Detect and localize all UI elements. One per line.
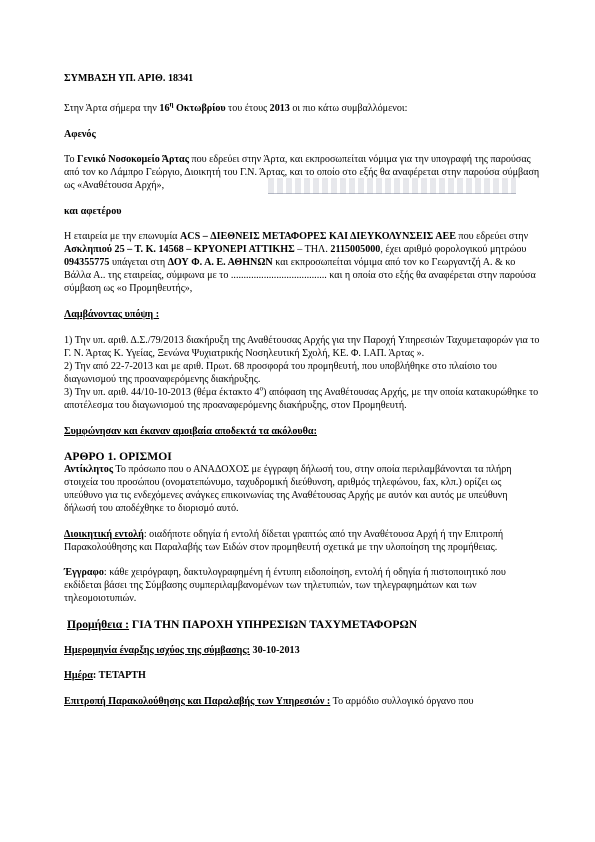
company-address: Ασκληπιού 25 – Τ. Κ. 14568 – ΚΡΥΟΝΕΡΙ ΑΤΤΙΚΗΣ — [64, 244, 295, 256]
hospital-name: Γενικό Νοσοκομείο Άρτας — [77, 154, 189, 166]
article-1-section — [64, 450, 540, 515]
list-item: 1) Την υπ. αριθ. Δ.Σ./79/2013 διακήρυξη της Αναθέτουσας Αρχής για την Παροχή Υπηρεσιών Ταχυμεταφορών για το Γ. Ν. Άρτας Κ. Υγείας, Ξενώνα Ψυχιατρικής Νοσηλευτική Σχολή, ΚΕ. Φ. Ι.ΑΠ. Άρτας ». — [64, 334, 540, 359]
definition-term: Έγγραφο — [64, 567, 104, 579]
contract-title: ΣΥΜΒΑΣΗ ΥΠ. ΑΡΙΘ. 18341 — [64, 73, 194, 84]
definition-contractor: Αντίκλητος Το πρόσωπο που ο ΑΝΑΔΟΧΟΣ με έγγραφη δήλωσή του, στην οποία περιλαμβάνονται τα πλήρη στοιχεία του προσώπου (ονοματεπώνυμο, ταχυδρομική διεύθυνση, αριθμός τηλεφώνου, fax, κλπ.) ορίζει ως υπεύθυνο για τις ενδεχόμενες ανάγκες επικοινωνίας της Αναθέτουσας Αρχής με αυτόν και αυτός με υπεύθυνη δήλωσή του αποδέχθηκε το διορισμό αυτό. — [64, 464, 512, 515]
definition-admin-order: Διοικητική εντολή: οιαδήποτε οδηγία ή εντολή δίδεται γραπτώς από την Αναθέτουσα Αρχή ή την Επιτροπή Παρακολούθησης και Παραλαβής των Ειδών στον προμηθευτή σχετικά με την υλοποίηση της προμήθειας. — [64, 528, 504, 553]
party-a-heading: Αφενός — [64, 128, 96, 140]
article-1-heading: ΑΡΘΡΟ 1. ΟΡΙΣΜΟΙ — [64, 450, 172, 464]
definition-term: Αντίκλητος — [64, 464, 114, 476]
definition-term: Διοικητική εντολή — [64, 528, 144, 540]
supply-line: Προμήθεια : ΓΙΑ ΤΗΝ ΠΑΡΟΧΗ ΥΠΗΡΕΣΙΩΝ ΤΑΧΥΜΕΤΑΦΟΡΩΝ — [67, 617, 418, 631]
committee-line: Επιτροπή Παρακολούθησης και Παραλαβής των Υπηρεσιών : Το αρμόδιο συλλογικό όργανο που — [64, 695, 474, 707]
intro-year: 2013 — [269, 103, 290, 114]
intro-day: $16^\eta$ Οκτωβρίου — [159, 100, 226, 114]
considering-heading: Λαμβάνοντας υπόψη : — [64, 308, 160, 320]
party-b-paragraph: Η εταιρεία με την επωνυμία ACS – ΔΙΕΘΝΕΙΣ ΜΕΤΑΦΟΡΕΣ ΚΑΙ ΔΙΕΥΚΟΛΥΝΣΕΙΣ ΑΕΕ που εδρεύει στην Ασκληπιού 25 – Τ. Κ. 14568 – ΚΡΥΟΝΕΡΙ ΑΤΤΙΚΗΣ – ΤΗΛ. 2115005000, έχει αριθμό φορολογικού μητρώου 094355775 υπάγεται στη ΔΟΥ Φ. Α. Ε. ΑΘΗΝΩΝ και εκπροσωπείται νόμιμα από τον κο Γεωργαντζή Α. & κο Βάλλα Α.. της εταιρείας, σύμφωνα με το ...................................... και η οποία στο εξής θα αναφέρεται στην παρούσα σύμβαση ως «ο Προμηθευτής», — [64, 231, 536, 295]
company-name: ACS – ΔΙΕΘΝΕΙΣ ΜΕΤΑΦΟΡΕΣ ΚΑΙ ΔΙΕΥΚΟΛΥΝΣΕΙΣ ΑΕΕ — [180, 231, 456, 243]
considering-list — [64, 334, 540, 412]
list-item: 3) Την υπ. αριθ. 44/10-10-2013 (θέμα έκτακτο $4^o$) απόφαση της Αναθέτουσας Αρχής, με την οποία κατακυρώθηκε το αποτέλεσμα του διαγωνισμού της προαναφερόμενης διακήρυξης, στον Προμηθευτή. — [64, 384, 539, 411]
intro-paragraph: Στην Άρτα σήμερα την $16^\eta$ Οκτωβρίου του έτους 2013 οι πιο κάτω συμβαλλόμενοι: — [64, 100, 408, 114]
party-b-heading: και αφετέρου — [64, 205, 122, 217]
agreed-heading: Συμφώνησαν και έκαναν αμοιβαία αποδεκτά τα ακόλουθα: — [64, 425, 317, 437]
company-phone: 2115005000 — [330, 244, 381, 256]
start-date-line: Ημερομηνία έναρξης ισχύος της σύμβασης: 30-10-2013 — [64, 644, 300, 656]
party-a-paragraph: Το Γενικό Νοσοκομείο Άρτας που εδρεύει στην Άρτα, και εκπροσωπείται νόμιμα για την υπογραφή της παρούσας από τον κο Λάμπρο Γεώργιο, Διοικητή του Γ.Ν. Άρτας, και το οποίο στο εξής θα αναφέρεται στην παρούσα σύμβαση ως «Αναθέτουσα Αρχή», — [64, 154, 540, 192]
company-doy: ΔΟΥ Φ. Α. Ε. ΑΘΗΝΩΝ — [167, 257, 273, 269]
company-afm: 094355775 — [64, 257, 110, 269]
list-item: 2) Την από 22-7-2013 και με αριθ. Πρωτ. 68 προσφορά του προμηθευτή, που υποβλήθηκε στο πλαίσιο του διαγωνισμού της προαναφερόμενης διακήρυξης. — [64, 360, 497, 385]
definition-document: Έγγραφο: κάθε χειρόγραφη, δακτυλογραφημένη ή έντυπη ειδοποίηση, εντολή ή οδηγία ή πιστοποιητικό που εκδίδεται βάσει της Σύμβασης συμπεριλαμβανομένων των τηλετυπιών, των τηλεγραφημάτων και των τηλεομοιοτυπιών. — [64, 567, 506, 605]
day-line: Ημέρα: ΤΕΤΑΡΤΗ — [64, 670, 146, 682]
